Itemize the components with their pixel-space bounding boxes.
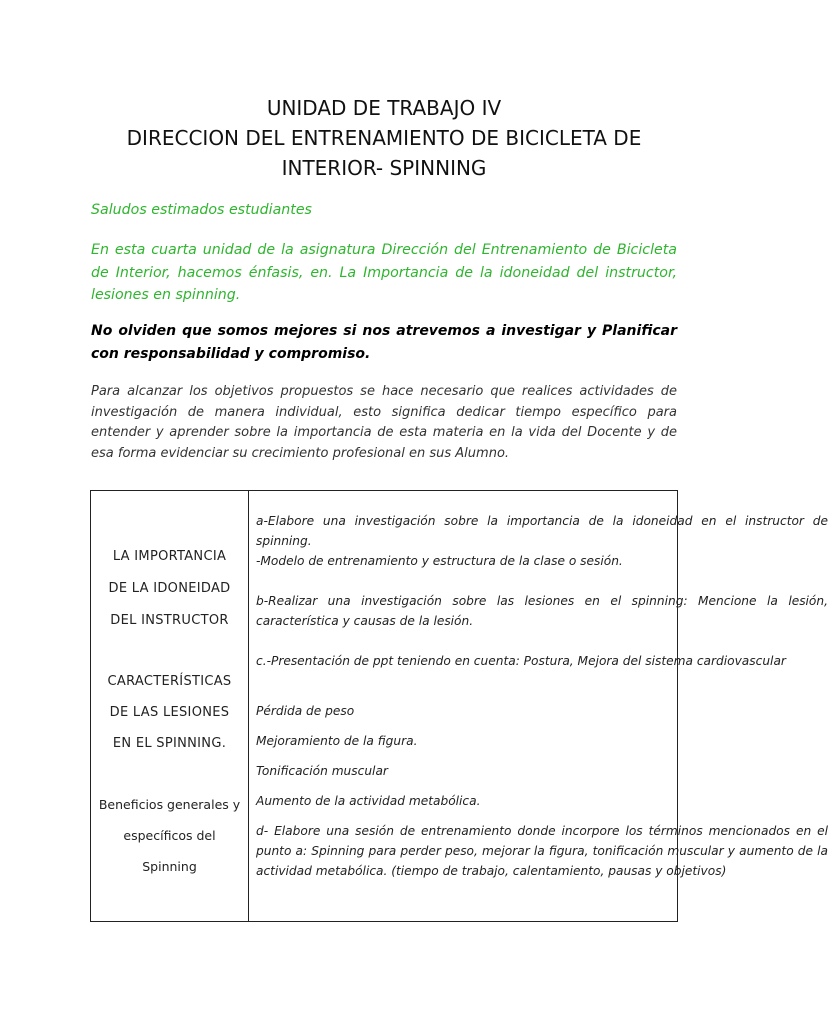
topic-idoneidad [91, 541, 248, 637]
activity-b: b-Realizar una investigación sobre las lesiones en el spinning: Mencione la lesión, característica y causas de la lesión. [256, 594, 828, 628]
topics-column [91, 491, 249, 921]
activities-column [249, 491, 828, 921]
topic-lesiones [91, 666, 248, 759]
document-title [0, 93, 768, 183]
topic-idoneidad-line-2: DE LA IDONEIDAD [108, 581, 231, 596]
topic-lesiones-line-3: EN EL SPINNING. [112, 736, 227, 751]
topic-beneficios-line-1: Beneficios generales y [98, 797, 241, 812]
motto-paragraph: No olviden que somos mejores si nos atrevemos a investigar y Planificar con responsabilidad y compromiso. [91, 323, 677, 362]
topic-idoneidad-line-3: DEL INSTRUCTOR [110, 613, 229, 628]
title-line-2: DIRECCION DEL ENTRENAMIENTO DE BICICLETA DE [126, 126, 642, 150]
topic-idoneidad-line-1: LA IMPORTANCIA [112, 549, 227, 564]
topic-beneficios-line-3: Spinning [142, 859, 197, 874]
activity-figura: Mejoramiento de la figura. [256, 734, 418, 748]
title-line-1: UNIDAD DE TRABAJO IV [266, 96, 502, 120]
activity-metabolica: Aumento de la actividad metabólica. [256, 794, 481, 808]
topic-lesiones-line-1: CARACTERÍSTICAS [107, 674, 232, 689]
activities-table [90, 490, 828, 922]
topic-lesiones-line-2: DE LAS LESIONES [109, 705, 230, 720]
activity-d: d- Elabore una sesión de entrenamiento donde incorpore los términos mencionados en el punto a: Spinning para perder peso, mejorar la figura, tonificación muscular y aumento de la actividad metabólica. (tiempo de trabajo, calentamiento, pausas y objetivos) [256, 824, 828, 878]
activity-tonificacion: Tonificación muscular [256, 764, 388, 778]
intro-paragraph: En esta cuarta unidad de la asignatura Dirección del Entrenamiento de Bicicleta de Interior, hacemos énfasis, en. La Importancia de la idoneidad del instructor, lesiones en spinning. [91, 242, 677, 303]
activity-perdida-peso: Pérdida de peso [256, 704, 355, 718]
body-paragraph: Para alcanzar los objetivos propuestos se hace necesario que realices actividades de investigación de manera individual, esto significa dedicar tiempo específico para entender y aprender sobre la importancia de esta materia en la vida del Docente y de esa forma evidenciar su crecimiento profesional en sus Alumno. [91, 384, 677, 461]
activity-a: a-Elabore una investigación sobre la importancia de la idoneidad en el instructor de spinning. [256, 514, 828, 548]
title-line-3: INTERIOR- SPINNING [281, 156, 487, 180]
activity-modelo: -Modelo de entrenamiento y estructura de la clase o sesión. [256, 554, 623, 568]
topic-beneficios [91, 789, 248, 882]
topic-beneficios-line-2: específicos del [123, 828, 216, 843]
activity-c: c.-Presentación de ppt teniendo en cuenta: Postura, Mejora del sistema cardiovascular [256, 654, 786, 668]
greeting-text: Saludos estimados estudiantes [91, 202, 312, 218]
